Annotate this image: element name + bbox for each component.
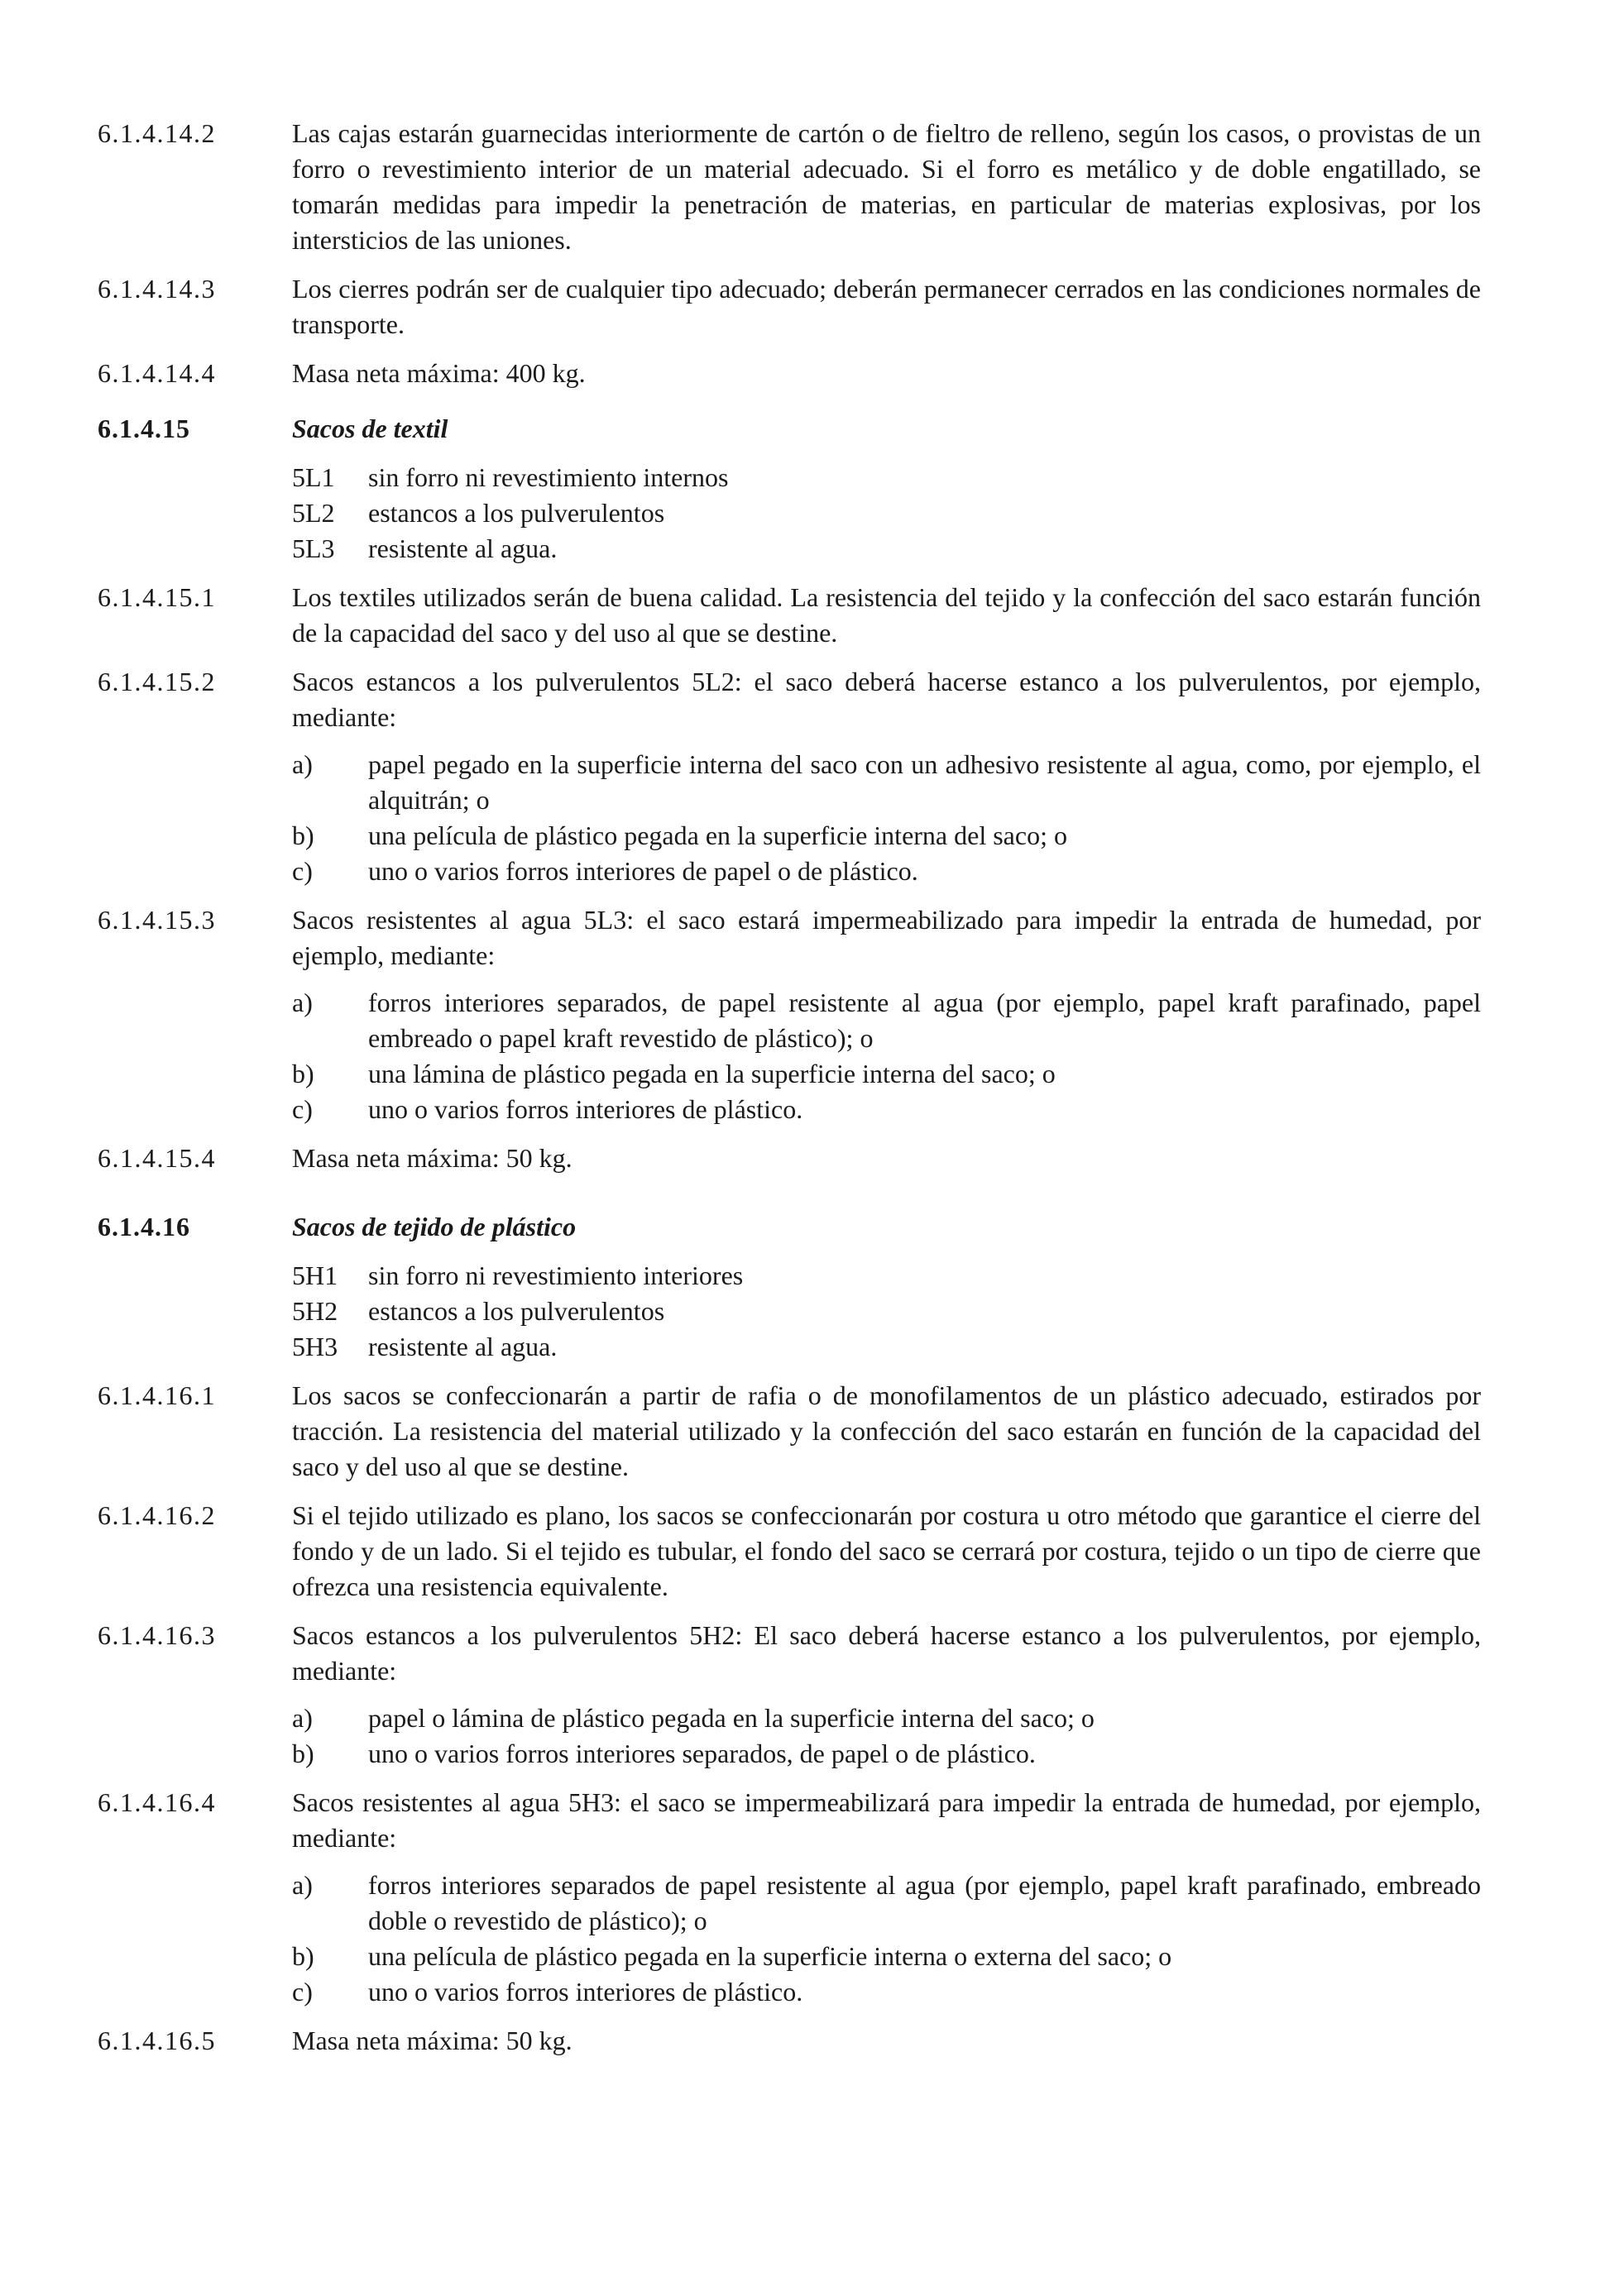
list-letter: a) bbox=[292, 988, 313, 1017]
section-heading bbox=[98, 1209, 1481, 1245]
section-number: 6.1.4.16 bbox=[98, 1212, 190, 1241]
paragraph-number: 6.1.4.14.3 bbox=[98, 274, 216, 304]
lettered-list bbox=[292, 1700, 1481, 1772]
paragraph-number: 6.1.4.16.1 bbox=[98, 1380, 216, 1410]
paragraph bbox=[98, 271, 1481, 342]
paragraph-text: Las cajas estarán guarnecidas interiormente de cartón o de fieltro de relleno, según los casos, o provistas de un forro o revestimiento interior de un material adecuado. Si el forro es metálico y de doble engatillado, se tomarán medidas para impedir la penetración de materias, en particular de materias explosivas, por los intersticios de las uniones. bbox=[292, 118, 1481, 255]
code-label: 5L3 bbox=[292, 533, 335, 563]
list-item bbox=[292, 985, 1481, 1056]
paragraph-number: 6.1.4.14.2 bbox=[98, 118, 216, 148]
paragraph bbox=[98, 1378, 1481, 1485]
paragraph-text: Sacos estancos a los pulverulentos 5L2: el saco deberá hacerse estanco a los pulverulentos, por ejemplo, mediante: bbox=[292, 667, 1481, 732]
paragraph-number: 6.1.4.15.3 bbox=[98, 905, 216, 935]
paragraph-text: Masa neta máxima: 400 kg. bbox=[292, 358, 586, 388]
paragraph bbox=[98, 116, 1481, 258]
code-item bbox=[292, 531, 1624, 567]
list-text: papel o lámina de plástico pegada en la superficie interna del saco; o bbox=[368, 1703, 1095, 1733]
code-description: estancos a los pulverulentos bbox=[368, 498, 665, 528]
lettered-list bbox=[292, 985, 1481, 1127]
list-text: uno o varios forros interiores de plástico. bbox=[368, 1977, 803, 2007]
code-item bbox=[292, 1329, 1624, 1365]
paragraph bbox=[98, 902, 1481, 973]
code-description: sin forro ni revestimiento internos bbox=[368, 462, 729, 492]
code-item bbox=[292, 1258, 1624, 1294]
paragraph bbox=[98, 1498, 1481, 1605]
code-label: 5H2 bbox=[292, 1296, 338, 1326]
list-item bbox=[292, 747, 1481, 818]
list-text: una lámina de plástico pegada en la superficie interna del saco; o bbox=[368, 1059, 1056, 1088]
list-item bbox=[292, 1939, 1481, 1974]
list-text: uno o varios forros interiores separados, de papel o de plástico. bbox=[368, 1739, 1036, 1768]
paragraph bbox=[98, 1618, 1481, 1689]
section-heading bbox=[98, 411, 1481, 447]
list-item bbox=[292, 1736, 1481, 1772]
list-letter: b) bbox=[292, 1059, 314, 1088]
paragraph-number: 6.1.4.15.2 bbox=[98, 667, 216, 696]
code-description: estancos a los pulverulentos bbox=[368, 1296, 665, 1326]
list-item bbox=[292, 854, 1481, 889]
paragraph bbox=[98, 356, 1481, 391]
paragraph-number: 6.1.4.14.4 bbox=[98, 358, 216, 388]
lettered-list bbox=[292, 1868, 1481, 2010]
list-item bbox=[292, 1974, 1481, 2010]
code-item bbox=[292, 1294, 1624, 1329]
list-text: forros interiores separados de papel resistente al agua (por ejemplo, papel kraft parafinado, embreado doble o revestido de plástico); o bbox=[368, 1870, 1481, 1935]
list-letter: a) bbox=[292, 749, 313, 779]
paragraph bbox=[98, 1141, 1481, 1176]
code-description: sin forro ni revestimiento interiores bbox=[368, 1260, 744, 1290]
list-text: uno o varios forros interiores de plástico. bbox=[368, 1094, 803, 1124]
code-label: 5H1 bbox=[292, 1260, 338, 1290]
paragraph-text: Masa neta máxima: 50 kg. bbox=[292, 1143, 572, 1173]
paragraph-text: Los sacos se confeccionarán a partir de rafia o de monofilamentos de un plástico adecuado, estirados por tracción. La resistencia del material utilizado y la confección del saco estarán en función de la capacidad del saco y del uso al que se destine. bbox=[292, 1380, 1481, 1481]
list-letter: c) bbox=[292, 856, 313, 886]
paragraph bbox=[98, 1785, 1481, 1856]
list-item bbox=[292, 1700, 1481, 1736]
list-text: una película de plástico pegada en la superficie interna del saco; o bbox=[368, 820, 1067, 850]
list-letter: a) bbox=[292, 1870, 313, 1900]
list-item bbox=[292, 1056, 1481, 1092]
list-item bbox=[292, 1092, 1481, 1127]
code-description: resistente al agua. bbox=[368, 1332, 558, 1361]
list-letter: b) bbox=[292, 820, 314, 850]
paragraph bbox=[98, 664, 1481, 735]
code-label: 5H3 bbox=[292, 1332, 338, 1361]
list-text: uno o varios forros interiores de papel o de plástico. bbox=[368, 856, 918, 886]
paragraph-text: Sacos resistentes al agua 5H3: el saco se impermeabilizará para impedir la entrada de humedad, por ejemplo, mediante: bbox=[292, 1787, 1481, 1853]
code-label: 5L1 bbox=[292, 462, 335, 492]
list-item bbox=[292, 818, 1481, 854]
paragraph-text: Masa neta máxima: 50 kg. bbox=[292, 2026, 572, 2055]
code-description: resistente al agua. bbox=[368, 533, 558, 563]
list-text: una película de plástico pegada en la superficie interna o externa del saco; o bbox=[368, 1941, 1172, 1971]
code-label: 5L2 bbox=[292, 498, 335, 528]
list-text: papel pegado en la superficie interna del saco con un adhesivo resistente al agua, como, por ejemplo, el alquitrán; o bbox=[368, 749, 1481, 815]
code-list bbox=[292, 1258, 1624, 1365]
list-letter: c) bbox=[292, 1977, 313, 2007]
paragraph-number: 6.1.4.16.2 bbox=[98, 1500, 216, 1530]
list-letter: b) bbox=[292, 1941, 314, 1971]
list-item bbox=[292, 1868, 1481, 1939]
paragraph-number: 6.1.4.16.4 bbox=[98, 1787, 216, 1817]
paragraph-number: 6.1.4.15.1 bbox=[98, 582, 216, 612]
section-number: 6.1.4.15 bbox=[98, 414, 190, 443]
paragraph bbox=[98, 580, 1481, 651]
section-title: Sacos de tejido de plástico bbox=[292, 1212, 577, 1241]
list-text: forros interiores separados, de papel resistente al agua (por ejemplo, papel kraft parafinado, papel embreado o papel kraft revestido de plástico); o bbox=[368, 988, 1481, 1053]
lettered-list bbox=[292, 747, 1481, 889]
paragraph-number: 6.1.4.15.4 bbox=[98, 1143, 216, 1173]
code-item bbox=[292, 495, 1624, 531]
code-item bbox=[292, 460, 1624, 495]
paragraph-text: Sacos estancos a los pulverulentos 5H2: El saco deberá hacerse estanco a los pulverulentos, por ejemplo, mediante: bbox=[292, 1620, 1481, 1686]
paragraph bbox=[98, 2023, 1481, 2059]
code-list bbox=[292, 460, 1624, 567]
paragraph-number: 6.1.4.16.3 bbox=[98, 1620, 216, 1650]
list-letter: a) bbox=[292, 1703, 313, 1733]
paragraph-number: 6.1.4.16.5 bbox=[98, 2026, 216, 2055]
list-letter: c) bbox=[292, 1094, 313, 1124]
paragraph-text: Los textiles utilizados serán de buena calidad. La resistencia del tejido y la confección del saco estarán función de la capacidad del saco y del uso al que se destine. bbox=[292, 582, 1481, 648]
paragraph-text: Sacos resistentes al agua 5L3: el saco estará impermeabilizado para impedir la entrada de humedad, por ejemplo, mediante: bbox=[292, 905, 1481, 970]
paragraph-text: Si el tejido utilizado es plano, los sacos se confeccionarán por costura u otro método que garantice el cierre del fondo y de un lado. Si el tejido es tubular, el fondo del saco se cerrará por costura, tejido o un tipo de cierre que ofrezca una resistencia equivalente. bbox=[292, 1500, 1481, 1601]
section-title: Sacos de textil bbox=[292, 414, 448, 443]
paragraph-text: Los cierres podrán ser de cualquier tipo adecuado; deberán permanecer cerrados en las condiciones normales de transporte. bbox=[292, 274, 1481, 339]
list-letter: b) bbox=[292, 1739, 314, 1768]
